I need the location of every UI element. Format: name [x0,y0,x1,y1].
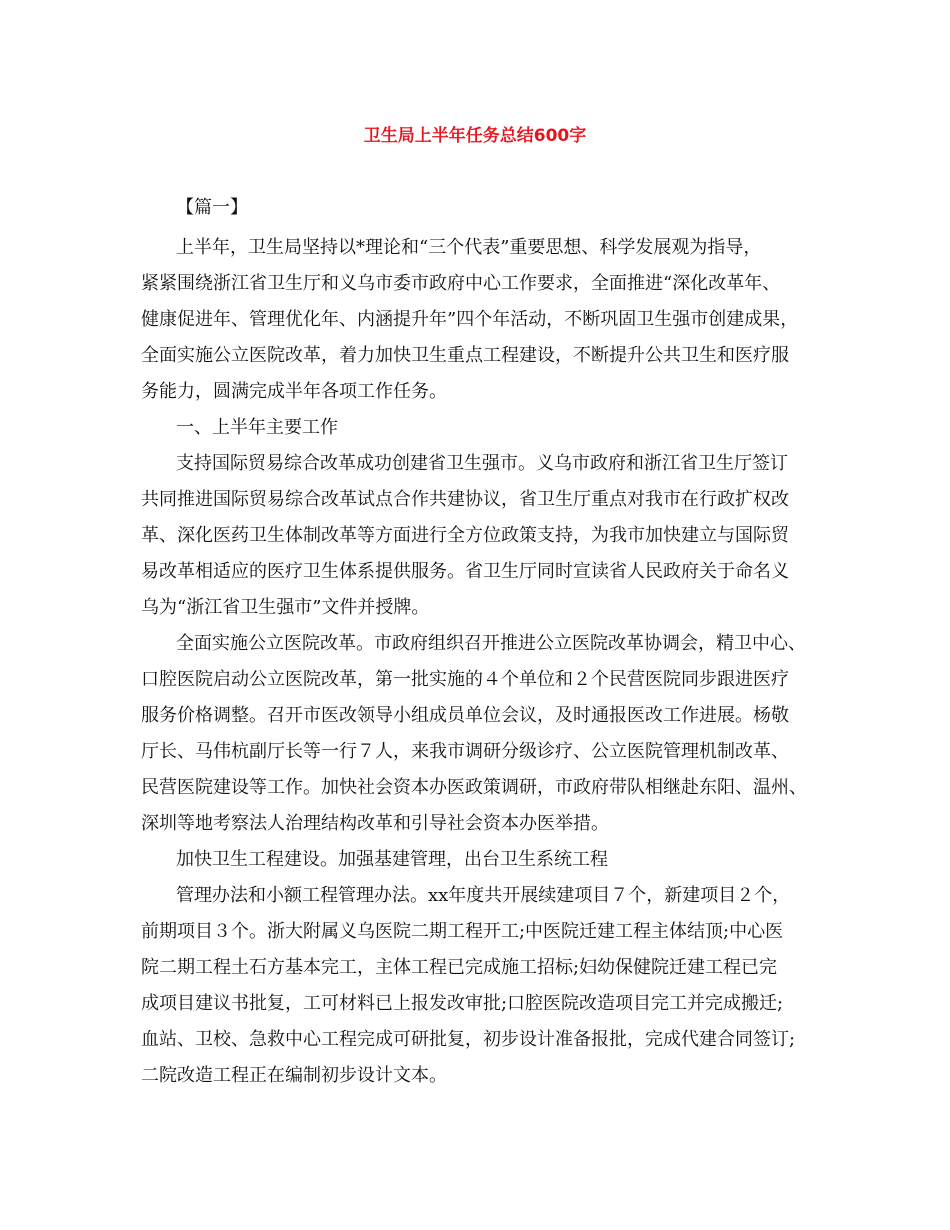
paragraph-line: 易改革相适应的医疗卫生体系提供服务。省卫生厅同时宣读省人民政府关于命名义 [141,561,789,582]
paragraph-line: 服务价格调整。召开市医改领导小组成员单位会议，及时通报医改工作进展。杨敬 [141,705,789,726]
paragraph-line: 全面实施公立医院改革，着力加快卫生重点工程建设，不断提升公共卫生和医疗服 [141,345,789,366]
paragraph-line: 二院改造工程正在编制初步设计文本。 [141,1065,447,1086]
paragraph-line: 健康促进年、管理优化年、内涵提升年”四个年活动，不断巩固卫生强市创建成果， [141,309,799,330]
paragraph-line: 深圳等地考察法人治理结构改革和引导社会资本办医举措。 [141,813,609,834]
paragraph-line: 全面实施公立医院改革。市政府组织召开推进公立医院改革协调会，精卫中心、 [176,633,806,654]
paragraph-line: 务能力，圆满完成半年各项工作任务。 [141,381,447,402]
paragraph-line: 口腔医院启动公立医院改革，第一批实施的４个单位和２个民营医院同步跟进医疗 [141,669,789,690]
section-label: 【篇一】 [176,197,248,218]
paragraph-line: 紧紧围绕浙江省卫生厅和义乌市委市政府中心工作要求，全面推进“深化改革年、 [141,273,781,294]
paragraph-line: 加快卫生工程建设。加强基建管理，出台卫生系统工程 [176,849,608,870]
paragraph-line: 血站、卫校、急救中心工程完成可研批复，初步设计准备报批，完成代建合同签订; [141,1029,796,1050]
document-title: 卫生局上半年任务总结600字 [363,126,587,146]
paragraph-line: 厅长、马伟杭副厅长等一行７人，来我市调研分级诊疗、公立医院管理机制改革、 [141,741,789,762]
section-heading: 一、上半年主要工作 [176,417,338,438]
paragraph-line: 支持国际贸易综合改革成功创建省卫生强市。义乌市政府和浙江省卫生厅签订 [176,453,788,474]
paragraph-line: 前期项目３个。浙大附属义乌医院二期工程开工;中医院迁建工程主体结顶;中心医 [141,921,784,942]
paragraph-line: 上半年，卫生局坚持以*理论和“三个代表”重要思想、科学发展观为指导， [176,237,762,258]
paragraph-line: 民营医院建设等工作。加快社会资本办医政策调研，市政府带队相继赴东阳、温州、 [141,777,807,798]
paragraph-line: 成项目建议书批复，工可材料已上报发改审批;口腔医院改造项目完工并完成搬迁; [141,993,784,1014]
paragraph-line: 院二期工程土石方基本完工，主体工程已完成施工招标;妇幼保健院迁建工程已完 [141,957,778,978]
paragraph-line: 共同推进国际贸易综合改革试点合作共建协议，省卫生厅重点对我市在行政扩权改 [141,489,789,510]
paragraph-line: 革、深化医药卫生体制改革等方面进行全方位政策支持，为我市加快建立与国际贸 [141,525,789,546]
paragraph-line: 管理办法和小额工程管理办法。xx年度共开展续建项目７个，新建项目２个， [176,885,791,906]
paragraph-line: 乌为“浙江省卫生强市”文件并授牌。 [141,597,430,618]
